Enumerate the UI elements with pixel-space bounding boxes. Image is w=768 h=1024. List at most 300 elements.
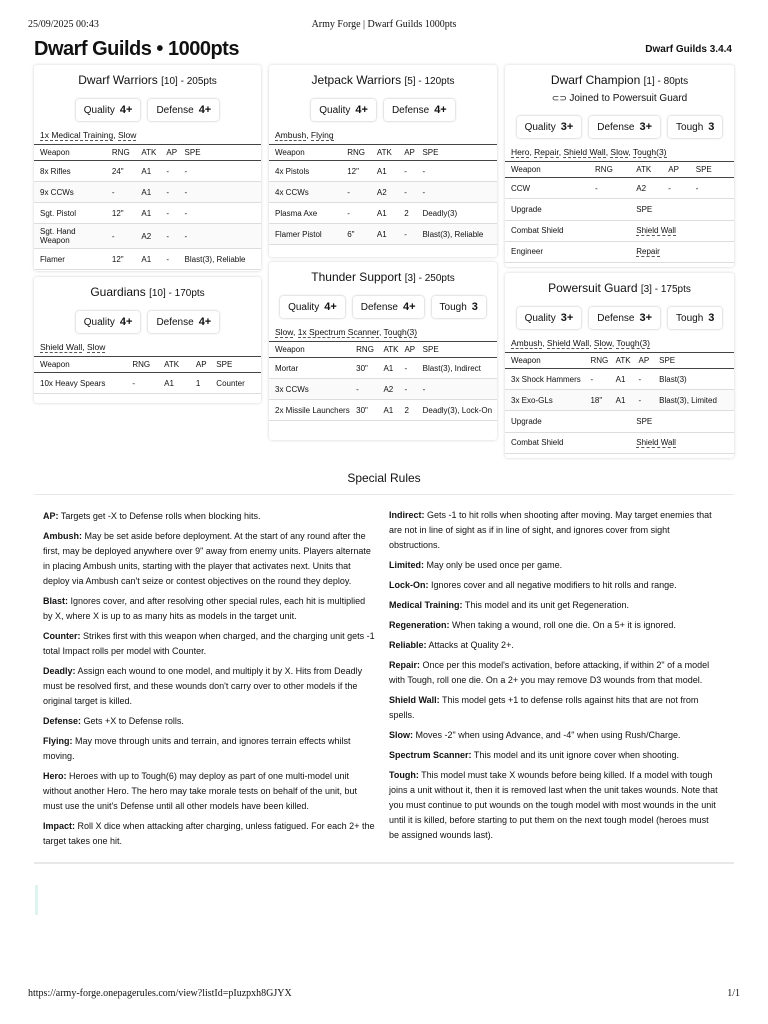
unit-name: Dwarf Champion [550, 73, 641, 87]
weapon-cell: Blast(3), Reliable [182, 249, 261, 270]
weapon-cell: - [182, 182, 261, 203]
weapon-cell: A1 [613, 369, 636, 390]
special-rule [43, 629, 375, 659]
weapon-name: Mortar [269, 358, 353, 379]
upgrade-row [505, 220, 734, 241]
weapon-name: CCW [505, 178, 592, 199]
weapon-cell: A2 [633, 178, 665, 199]
weapons-header-rng: RNG [353, 342, 380, 358]
special-rules-left-column [43, 509, 375, 854]
unit-rule: Tough(3) [616, 338, 650, 348]
weapon-cell: - [419, 182, 497, 203]
weapon-name: 9x CCWs [34, 182, 109, 203]
weapons-table [505, 161, 734, 199]
special-rule-name: Slow: [389, 730, 413, 740]
upgrades-table [505, 411, 734, 454]
weapon-cell: A1 [374, 203, 401, 224]
defense-stat [589, 307, 660, 329]
special-rule-text: This model and its unit ignore cover when shooting. [473, 750, 679, 760]
weapon-cell: - [163, 224, 181, 249]
tough-label: Tough [439, 301, 467, 313]
weapon-cell: Blast(3), Reliable [419, 224, 497, 245]
special-rule-name: Medical Training: [389, 600, 463, 610]
page-number: 1/1 [727, 988, 740, 999]
special-rule [389, 618, 721, 633]
weapon-cell: A1 [138, 182, 163, 203]
weapons-header-rng: RNG [592, 162, 633, 178]
weapon-row [34, 182, 261, 203]
special-rule-text: When taking a wound, roll one die. On a 5+ it is ignored. [452, 620, 676, 630]
quality-label: Quality [83, 316, 115, 328]
special-rule-name: AP: [43, 511, 59, 521]
weapons-table [34, 144, 261, 270]
weapon-cell: Counter [213, 373, 261, 394]
unit-rules: Hero, Repair, Shield Wall, Slow, Tough(3) [511, 147, 667, 157]
unit-size-points: [3] - 175pts [640, 284, 691, 295]
weapons-table [269, 144, 497, 245]
weapon-cell: A2 [380, 379, 401, 400]
weapon-cell: - [401, 379, 419, 400]
defense-stat [384, 99, 455, 121]
special-rule [389, 508, 721, 553]
weapons-header-atk: ATK [633, 162, 665, 178]
weapon-cell: Deadly(3) [419, 203, 497, 224]
weapons-header-spe: SPE [419, 145, 497, 161]
weapon-name: 3x CCWs [269, 379, 353, 400]
weapon-cell: - [401, 224, 419, 245]
weapons-header-rng: RNG [109, 145, 139, 161]
tough-stat [668, 307, 722, 329]
unit-size-points: [10] - 170pts [149, 288, 205, 299]
special-rule-name: Limited: [389, 560, 424, 570]
upgrade-header: Upgrade [505, 411, 633, 432]
unit-name: Thunder Support [311, 270, 402, 284]
weapon-row [34, 161, 261, 182]
unit-stats [269, 99, 497, 121]
weapon-cell: - [182, 161, 261, 182]
special-rule-text: May be set aside before deployment. At the start of any round after the first, may be deployed anywhere over 9" away from enemy units. Players alternate in placing Ambush units, starting with the player that activates next. Units that deploy via Ambush can't seize or contest objectives on the round they deploy. [43, 531, 371, 586]
upgrade-rule: Shield Wall [636, 438, 676, 447]
weapon-cell: - [163, 182, 181, 203]
defense-label: Defense [597, 121, 635, 133]
joined-text: Joined to Powersuit Guard [569, 93, 688, 104]
weapons-header-ap: AP [401, 145, 419, 161]
special-rules-right-column [389, 508, 721, 848]
weapon-cell: 24" [109, 161, 139, 182]
weapon-cell: - [353, 379, 380, 400]
weapons-header-spe: SPE [656, 353, 734, 369]
weapons-header-atk: ATK [161, 357, 193, 373]
joined-note [505, 93, 734, 104]
special-rule-name: Indirect: [389, 510, 425, 520]
weapon-name: 3x Shock Hammers [505, 369, 587, 390]
weapons-header-spe: SPE [182, 145, 261, 161]
unit-rule: Shield Wall [546, 338, 590, 348]
special-rule [389, 768, 721, 843]
special-rule-name: Deadly: [43, 666, 76, 676]
upgrade-spe [633, 241, 734, 262]
unit-card-jetpack-warriors [269, 65, 497, 257]
weapon-cell: - [109, 182, 139, 203]
weapons-header-weapon: Weapon [34, 145, 109, 161]
unit-rule: Slow [593, 338, 612, 348]
weapons-header-spe: SPE [213, 357, 261, 373]
special-rule-text: Moves -2" when using Advance, and -4" when using Rush/Charge. [415, 730, 681, 740]
tough-label: Tough [676, 312, 704, 324]
special-rule-text: May move through units and terrain, and ignores terrain effects whilst moving. [43, 736, 351, 761]
weapon-cell: - [693, 178, 734, 199]
unit-rules: Slow, 1x Spectrum Scanner, Tough(3) [275, 327, 418, 337]
weapon-cell: A1 [161, 373, 193, 394]
weapon-cell: - [129, 373, 161, 394]
defense-stat [589, 116, 660, 138]
weapon-cell: A1 [138, 203, 163, 224]
special-rule-text: May only be used once per game. [426, 560, 563, 570]
quality-value: 3+ [560, 312, 574, 324]
unit-size-points: [3] - 250pts [404, 273, 455, 284]
special-rule-text: Heroes with up to Tough(6) may deploy as part of one multi-model unit without another Hero. The hero may take morale tests on behalf of the unit, but must use the unit's Defense until all other models have been killed. [43, 771, 358, 811]
unit-size-points: [1] - 80pts [643, 76, 689, 87]
weapon-row [269, 203, 497, 224]
weapon-cell: - [182, 203, 261, 224]
unit-title [505, 73, 734, 87]
weapon-cell: - [182, 224, 261, 249]
unit-rule: Slow [117, 130, 137, 140]
special-rule [43, 664, 375, 709]
special-rule-name: Flying: [43, 736, 73, 746]
weapon-cell: - [401, 182, 419, 203]
unit-stats [34, 311, 261, 333]
link-icon: ⊂⊃ [551, 93, 570, 103]
weapon-name: Sgt. Pistol [34, 203, 109, 224]
weapons-table [34, 356, 261, 394]
weapon-cell: - [420, 379, 497, 400]
special-rule [389, 728, 721, 743]
special-rule [389, 558, 721, 573]
unit-rule: Slow [275, 327, 293, 337]
weapons-header-spe: SPE [420, 342, 497, 358]
upgrade-rule: Shield Wall [636, 226, 676, 235]
weapon-row [34, 249, 261, 270]
upgrade-header: Upgrade [505, 199, 633, 220]
weapon-row [34, 203, 261, 224]
weapon-cell: 30" [353, 358, 380, 379]
special-rule-name: Shield Wall: [389, 695, 440, 705]
weapon-name: 10x Heavy Spears [34, 373, 129, 394]
weapon-cell: 18" [587, 390, 612, 411]
unit-rule: 1x Spectrum Scanner [297, 327, 379, 337]
quality-label: Quality [83, 104, 115, 116]
quality-stat [517, 307, 582, 329]
weapon-row [269, 400, 497, 421]
upgrade-row [505, 241, 734, 262]
tough-value: 3 [471, 301, 478, 313]
unit-size-points: [5] - 120pts [404, 76, 455, 87]
unit-rule: Ambush [511, 338, 543, 348]
defense-value: 4+ [198, 316, 212, 328]
unit-stats [34, 99, 261, 121]
weapon-cell: - [636, 390, 657, 411]
unit-title [269, 73, 497, 87]
weapon-cell: A1 [374, 224, 401, 245]
quality-value: 4+ [324, 301, 337, 313]
weapon-cell: Deadly(3), Lock-On [420, 400, 497, 421]
upgrades-table [505, 199, 734, 263]
weapons-header-spe: SPE [693, 162, 734, 178]
quality-value: 4+ [119, 104, 133, 116]
tough-stat [432, 296, 486, 318]
unit-title [34, 285, 261, 299]
unit-rule: Shield Wall [563, 147, 606, 157]
unit-title [34, 73, 261, 87]
unit-card-dwarf-warriors [34, 65, 261, 271]
weapon-cell: A2 [138, 224, 163, 249]
quality-label: Quality [524, 121, 556, 133]
unit-rule: Flying [310, 130, 334, 140]
accent-bar [35, 885, 38, 915]
unit-rule: Hero [511, 147, 530, 157]
special-rule-text: Gets +X to Defense rolls. [83, 716, 184, 726]
print-date: 25/09/2025 00:43 [28, 19, 99, 30]
quality-label: Quality [524, 312, 556, 324]
weapons-header-weapon: Weapon [505, 353, 587, 369]
quality-label: Quality [319, 104, 351, 116]
upgrade-spe-header: SPE [633, 411, 734, 432]
special-rule-text: Ignores cover, and after resolving other special rules, each hit is multiplied by X, where X is up to as many hits as models in the target unit. [43, 596, 366, 621]
quality-stat [517, 116, 582, 138]
special-rule-text: This model must take X wounds before being killed. If a model with tough joins a unit without it, then it is removed last when the unit takes wounds. Note that you must continue to put wounds on the tough model with most wounds in the unit until it is killed, before starting to put them on the next tough model (heroes must be assigned wounds last). [389, 770, 718, 840]
defense-value: 4+ [434, 104, 447, 116]
special-rule-text: Ignores cover and all negative modifiers to hit rolls and range. [431, 580, 677, 590]
unit-name: Dwarf Warriors [78, 73, 158, 87]
special-rule-name: Impact: [43, 821, 76, 831]
weapon-cell: - [344, 203, 374, 224]
weapon-cell: - [587, 369, 612, 390]
unit-card-powersuit-guard [505, 273, 734, 458]
weapon-row [269, 182, 497, 203]
quality-stat [311, 99, 376, 121]
unit-name: Guardians [90, 285, 146, 299]
weapons-header-rng: RNG [129, 357, 161, 373]
unit-stats [505, 116, 734, 138]
print-title: Army Forge | Dwarf Guilds 1000pts [311, 19, 457, 30]
tough-stat [668, 116, 722, 138]
quality-stat [76, 99, 141, 121]
weapon-row [269, 224, 497, 245]
special-rule-text: Once per this model's activation, before attacking, if within 2" of a model with Tough, roll one die. On a 2+ you may remove D3 wounds from that model. [389, 660, 710, 685]
weapon-row [269, 379, 497, 400]
quality-label: Quality [288, 301, 320, 313]
weapon-cell: A1 [138, 249, 163, 270]
tough-value: 3 [708, 121, 715, 133]
unit-rule: Ambush [275, 130, 307, 140]
special-rule [43, 819, 375, 849]
weapon-cell: - [665, 178, 692, 199]
special-rules-box [34, 494, 734, 864]
unit-name: Jetpack Warriors [311, 73, 402, 87]
weapon-row [34, 224, 261, 249]
weapon-cell: A1 [380, 400, 401, 421]
weapon-cell: 12" [109, 203, 139, 224]
special-rule-name: Ambush: [43, 531, 82, 541]
weapons-table [505, 352, 734, 411]
weapons-header-atk: ATK [138, 145, 163, 161]
special-rule-name: Tough: [389, 770, 419, 780]
weapon-cell: Blast(3), Limited [656, 390, 734, 411]
special-rule-name: Defense: [43, 716, 82, 726]
weapon-cell: - [636, 369, 657, 390]
upgrade-name: Combat Shield [505, 220, 633, 241]
weapons-header-weapon: Weapon [34, 357, 129, 373]
special-rule [389, 748, 721, 763]
weapon-row [505, 390, 734, 411]
weapon-cell: - [592, 178, 633, 199]
unit-rule: Tough(3) [383, 327, 418, 337]
special-rules-title: Special Rules [347, 471, 421, 485]
weapon-name: Flamer [34, 249, 109, 270]
defense-label: Defense [597, 312, 635, 324]
weapon-cell: A1 [380, 358, 401, 379]
weapons-header-weapon: Weapon [269, 342, 353, 358]
weapon-cell: - [344, 182, 374, 203]
army-title: Dwarf Guilds • 1000pts [34, 38, 239, 60]
special-rule-name: Lock-On: [389, 580, 429, 590]
weapon-cell: - [419, 161, 497, 182]
weapon-name: Sgt. Hand Weapon [34, 224, 109, 249]
special-rule-name: Repair: [389, 660, 421, 670]
special-rule [389, 578, 721, 593]
weapon-cell: - [163, 249, 181, 270]
defense-value: 3+ [639, 121, 653, 133]
upgrade-spe-header: SPE [633, 199, 734, 220]
weapons-header-ap: AP [163, 145, 181, 161]
unit-title [269, 270, 497, 284]
defense-stat [353, 296, 424, 318]
weapon-cell: 2 [401, 400, 419, 421]
quality-value: 4+ [355, 104, 368, 116]
weapon-row [269, 161, 497, 182]
unit-rules: Ambush, Flying [275, 130, 334, 140]
weapon-name: 2x Missile Launchers [269, 400, 353, 421]
unit-rule: 1x Medical Training [40, 130, 114, 140]
weapon-cell: A2 [374, 182, 401, 203]
weapon-name: 4x CCWs [269, 182, 344, 203]
weapon-cell: - [109, 224, 139, 249]
unit-rule: Slow [86, 342, 106, 352]
special-rule-text: This model and its unit get Regeneration. [464, 600, 629, 610]
defense-label: Defense [156, 316, 194, 328]
weapons-header-weapon: Weapon [269, 145, 344, 161]
upgrade-row [505, 432, 734, 453]
upgrade-name: Combat Shield [505, 432, 633, 453]
special-rule-name: Hero: [43, 771, 67, 781]
special-rule-name: Blast: [43, 596, 69, 606]
weapons-header-atk: ATK [613, 353, 636, 369]
upgrade-spe [633, 432, 734, 453]
defense-label: Defense [360, 301, 398, 313]
defense-label: Defense [156, 104, 194, 116]
weapons-header-ap: AP [665, 162, 692, 178]
weapons-header-rng: RNG [344, 145, 374, 161]
weapon-cell: Blast(3) [656, 369, 734, 390]
army-version: Dwarf Guilds 3.4.4 [645, 44, 732, 55]
special-rule-text: Attacks at Quality 2+. [428, 640, 514, 650]
upgrade-name: Engineer [505, 241, 633, 262]
upgrade-rule: Repair [636, 247, 660, 256]
special-rule [389, 693, 721, 723]
weapon-name: 4x Pistols [269, 161, 344, 182]
special-rule-name: Regeneration: [389, 620, 450, 630]
weapon-cell: 6" [344, 224, 374, 245]
special-rule [43, 734, 375, 764]
unit-rule: Shield Wall [40, 342, 83, 352]
weapons-header-atk: ATK [380, 342, 401, 358]
special-rule-text: Targets get -X to Defense rolls when blocking hits. [60, 511, 261, 521]
special-rule [43, 529, 375, 589]
defense-value: 4+ [403, 301, 416, 313]
unit-rules: 1x Medical Training, Slow [40, 130, 137, 140]
unit-card-guardians [34, 277, 261, 403]
special-rule-name: Reliable: [389, 640, 427, 650]
special-rule [389, 638, 721, 653]
weapons-header-weapon: Weapon [505, 162, 592, 178]
weapons-header-ap: AP [193, 357, 213, 373]
print-footer [28, 988, 740, 1002]
weapon-name: Flamer Pistol [269, 224, 344, 245]
quality-value: 4+ [119, 316, 133, 328]
weapon-row [269, 358, 497, 379]
weapon-cell: 1 [193, 373, 213, 394]
special-rule-text: Assign each wound to one model, and multiply it by X. Hits from Deadly must be resolved first, and these wounds don't carry over to other models if the original target is killed. [43, 666, 363, 706]
special-rule [43, 509, 375, 524]
weapon-cell: A1 [138, 161, 163, 182]
unit-rule: Slow [610, 147, 629, 157]
weapon-cell: A1 [374, 161, 401, 182]
weapon-cell: 12" [109, 249, 139, 270]
defense-label: Defense [391, 104, 430, 116]
special-rule [43, 714, 375, 729]
unit-rule: Tough(3) [632, 147, 667, 157]
tough-label: Tough [676, 121, 704, 133]
special-rule-text: Strikes first with this weapon when charged, and the charging unit gets -1 total Impact rolls per model with Counter. [43, 631, 375, 656]
print-header [28, 19, 740, 33]
defense-stat [148, 99, 219, 121]
weapon-row [505, 178, 734, 199]
defense-value: 4+ [198, 104, 212, 116]
weapons-table [269, 341, 497, 421]
weapon-row [34, 373, 261, 394]
unit-name: Powersuit Guard [548, 281, 638, 295]
weapons-header-ap: AP [401, 342, 419, 358]
tough-value: 3 [708, 312, 715, 324]
unit-stats [505, 307, 734, 329]
special-rule [43, 769, 375, 814]
unit-title [505, 281, 734, 295]
upgrade-spe [633, 220, 734, 241]
weapon-cell: Blast(3), Indirect [420, 358, 497, 379]
defense-stat [148, 311, 219, 333]
weapon-cell: - [401, 161, 419, 182]
quality-value: 3+ [560, 121, 574, 133]
unit-rules: Ambush, Shield Wall, Slow, Tough(3) [511, 338, 650, 348]
unit-stats [269, 296, 497, 318]
weapon-name: Plasma Axe [269, 203, 344, 224]
unit-size-points: [10] - 205pts [161, 76, 217, 87]
weapon-name: 8x Rifles [34, 161, 109, 182]
weapon-cell: 12" [344, 161, 374, 182]
special-rule [389, 658, 721, 688]
unit-rules: Shield Wall, Slow [40, 342, 106, 352]
